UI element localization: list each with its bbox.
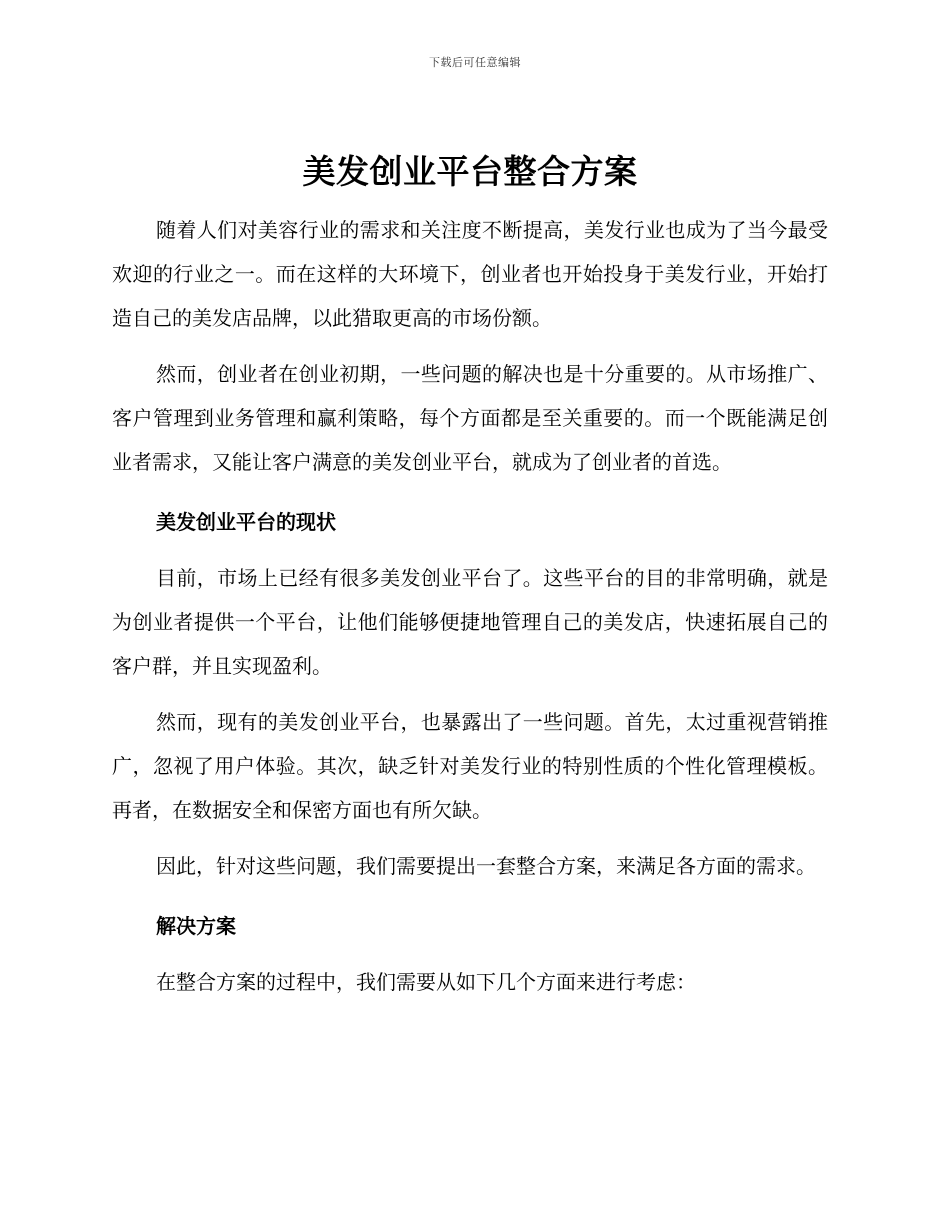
intro-paragraph-2: 然而，创业者在创业初期，一些问题的解决也是十分重要的。从市场推广、客户管理到业务管理和赢利策略，每个方面都是至关重要的。而一个既能满足创业者需求，又能让客户满意的美发创业平台，就成为了创业者的首选。 bbox=[112, 362, 828, 474]
status-paragraph-3: 因此，针对这些问题，我们需要提出一套整合方案，来满足各方面的需求。 bbox=[156, 854, 816, 878]
document-title: 美发创业平台整合方案 bbox=[302, 152, 638, 191]
status-paragraph-2: 然而，现有的美发创业平台，也暴露出了一些问题。首先，太过重视营销推广，忽视了用户体验。其次，缺乏针对美发行业的特别性质的个性化管理模板。再者，在数据安全和保密方面也有所欠缺。 bbox=[112, 710, 828, 822]
status-paragraph-1: 目前，市场上已经有很多美发创业平台了。这些平台的目的非常明确，就是为创业者提供一个平台，让他们能够便捷地管理自己的美发店，快速拓展自己的客户群，并且实现盈利。 bbox=[112, 566, 828, 678]
section-heading-solution: 解决方案 bbox=[156, 914, 236, 938]
section-heading-status: 美发创业平台的现状 bbox=[156, 510, 336, 534]
intro-paragraph-1: 随着人们对美容行业的需求和关注度不断提高，美发行业也成为了当今最受欢迎的行业之一。而在这样的大环境下，创业者也开始投身于美发行业，开始打造自己的美发店品牌，以此猎取更高的市场份额。 bbox=[112, 218, 828, 330]
solution-paragraph-1: 在整合方案的过程中，我们需要从如下几个方面来进行考虑： bbox=[156, 970, 696, 994]
header-note: 下载后可任意编辑 bbox=[429, 56, 521, 69]
document-body bbox=[112, 150, 828, 1016]
